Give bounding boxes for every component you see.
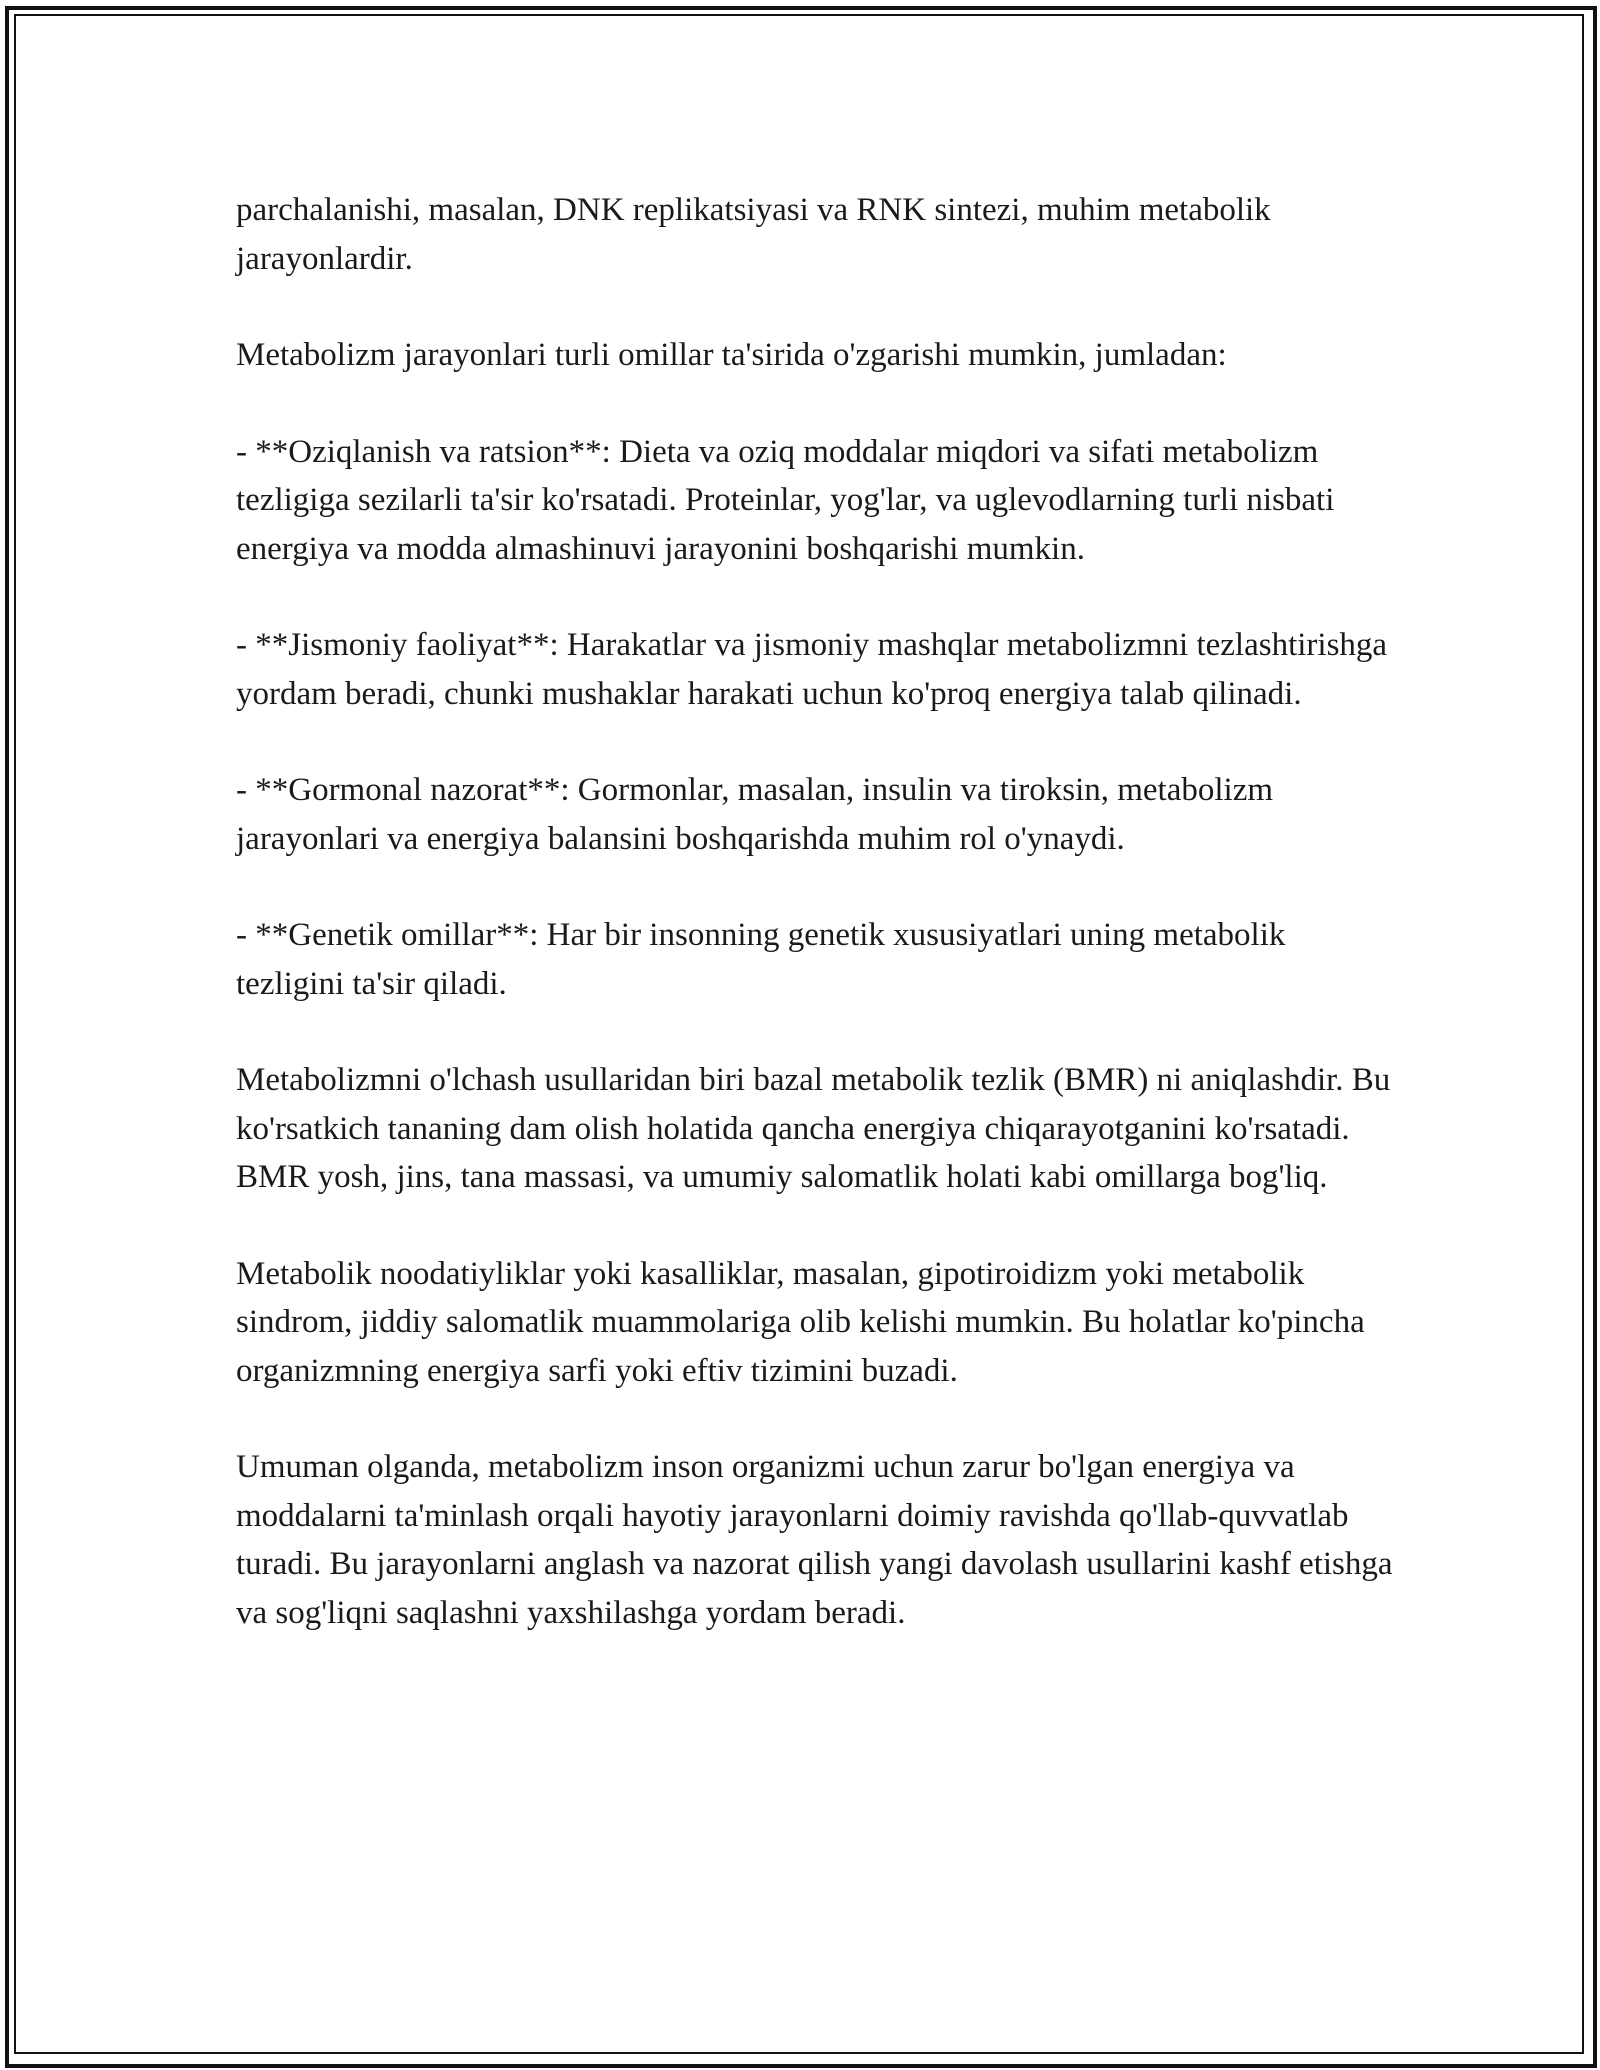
document-body <box>236 186 1396 1685</box>
paragraph-conclusion: Umuman olganda, metabolizm inson organizmi uchun zarur bo'lgan energiya va moddalarni ta'minlash orqali hayotiy jarayonlarni doimiy ravishda qo'llab-quvvatlab turadi. Bu jarayonlarni anglash va nazorat qilish yangi davolash usullarini kashf etishga va sog'liqni saqlashni yaxshilashga yordam beradi. <box>236 1449 1393 1631</box>
list-item-genetic-factors: - **Genetik omillar**: Har bir insonning genetik xususiyatlari uning metabolik tezligini ta'sir qiladi. <box>236 917 1286 1002</box>
paragraph-intro-factors: Metabolizm jarayonlari turli omillar ta'sirida o'zgarishi mumkin, jumladan: <box>236 337 1227 373</box>
list-item-nutrition: - **Oziqlanish va ratsion**: Dieta va oziq moddalar miqdori va sifati metabolizm tezligiga sezilarli ta'sir ko'rsatadi. Proteinlar, yog'lar, va uglevodlarning turli nisbati energiya va modda almashinuvi jarayonini boshqarishi mumkin. <box>236 433 1335 567</box>
paragraph-metabolic-disorders: Metabolik noodatiyliklar yoki kasalliklar, masalan, gipotiroidizm yoki metabolik sindrom, jiddiy salomatlik muammolariga olib kelishi mumkin. Bu holatlar ko'pincha organizmning energiya sarfi yoki eftiv tizimini buzadi. <box>236 1255 1365 1389</box>
paragraph-continuation: parchalanishi, masalan, DNK replikatsiyasi va RNK sintezi, muhim metabolik jarayonlardir. <box>236 192 1271 277</box>
list-item-hormonal-control: - **Gormonal nazorat**: Gormonlar, masalan, insulin va tiroksin, metabolizm jarayonlari va energiya balansini boshqarishda muhim rol o'ynaydi. <box>236 772 1274 857</box>
list-item-physical-activity: - **Jismoniy faoliyat**: Harakatlar va jismoniy mashqlar metabolizmni tezlashtirishga yordam beradi, chunki mushaklar harakati uchun ko'proq energiya talab qilinadi. <box>236 627 1388 712</box>
paragraph-bmr: Metabolizmni o'lchash usullaridan biri bazal metabolik tezlik (BMR) ni aniqlashdir. Bu ko'rsatkich tananing dam olish holatida qancha energiya chiqarayotganini ko'rsatadi. BMR yosh, jins, tana massasi, va umumiy salomatlik holati kabi omillarga bog'liq. <box>236 1062 1391 1195</box>
